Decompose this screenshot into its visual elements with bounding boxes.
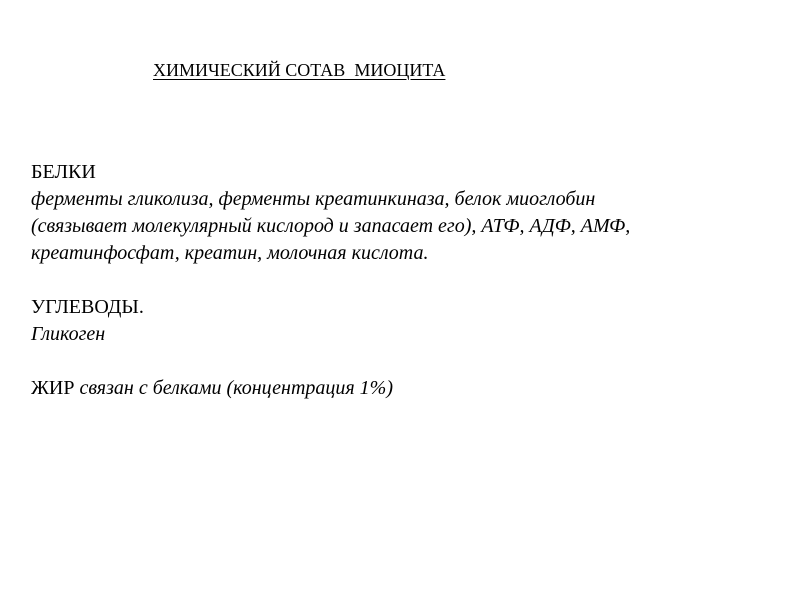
spacer xyxy=(31,348,771,375)
proteins-line-2: (связывает молекулярный кислород и запасает его), АТФ, АДФ, АМФ, xyxy=(31,215,631,237)
carbohydrates-text: Гликоген xyxy=(31,323,106,345)
fat-text: связан с белками (концентрация 1%) xyxy=(74,377,394,399)
fat-line xyxy=(31,375,771,402)
slide-title: ХИМИЧЕСКИЙ СОТАВ МИОЦИТА xyxy=(153,60,446,80)
fat-heading: ЖИР xyxy=(31,377,75,399)
carbohydrates-heading: УГЛЕВОДЫ. xyxy=(31,296,144,318)
proteins-line-1: ферменты гликолиза, ферменты креатинкиназа, белок миоглобин xyxy=(31,188,596,210)
proteins-line-3: креатинфосфат, креатин, молочная кислота. xyxy=(31,242,429,264)
slide-content xyxy=(31,159,771,402)
spacer xyxy=(31,267,771,294)
proteins-heading: БЕЛКИ xyxy=(31,161,96,183)
